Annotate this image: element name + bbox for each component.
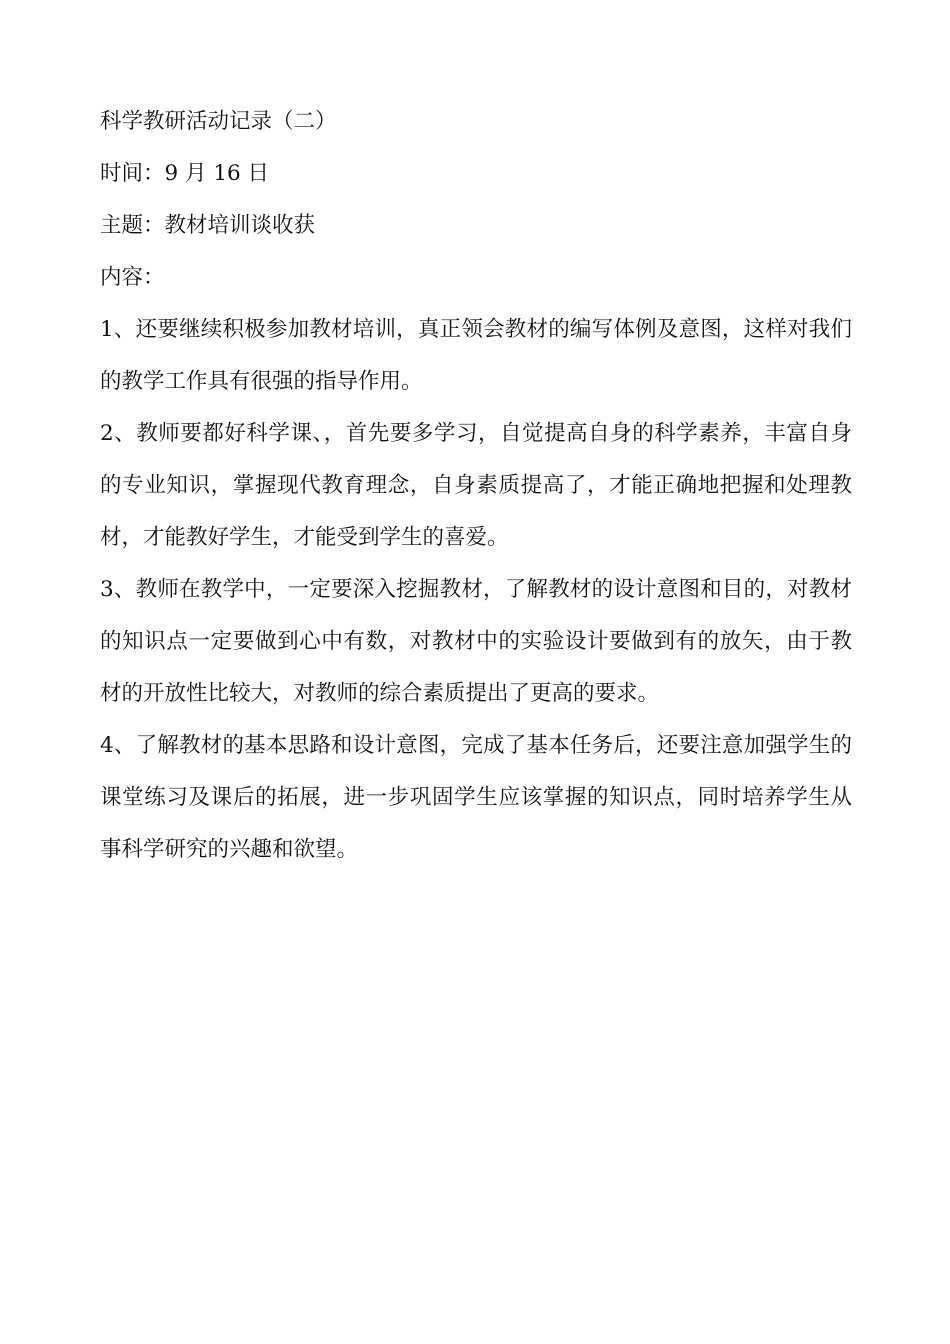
item-text: 了解教材的基本思路和设计意图，完成了基本任务后，还要注意加强学生的课堂练习及课后的拓展，进一步巩固学生应该掌握的知识点，同时培养学生从事科学研究的兴趣和欲望。	[100, 733, 852, 862]
document-page	[100, 96, 852, 876]
item-number: 1、	[100, 317, 136, 342]
item-text: 还要继续积极参加教材培训，真正领会教材的编写体例及意图，这样对我们的教学工作具有很强的指导作用。	[100, 317, 852, 394]
item-number: 2、	[100, 421, 137, 446]
item-number: 4、	[100, 733, 136, 758]
item-text: 教师在教学中，一定要深入挖掘教材，了解教材的设计意图和目的，对教材的知识点一定要做到心中有数，对教材中的实验设计要做到有的放矢，由于教材的开放性比较大，对教师的综合素质提出了更高的要求。	[100, 577, 852, 706]
meeting-topic: 主题：教材培训谈收获	[100, 213, 316, 238]
document-title: 科学教研活动记录（二）	[100, 109, 337, 134]
item-number: 3、	[100, 577, 136, 602]
item-text: 教师要都好科学课、，首先要多学习，自觉提高自身的科学素养，丰富自身的专业知识，掌握现代教育理念，自身素质提高了，才能正确地把握和处理教材，才能教好学生，才能受到学生的喜爱。	[100, 421, 852, 550]
content-item-3	[100, 564, 852, 720]
meeting-time: 时间：9 月 16 日	[100, 161, 270, 186]
content-item-2	[100, 408, 852, 564]
content-item-1	[100, 304, 852, 408]
content-label: 内容：	[100, 265, 165, 290]
content-item-4	[100, 720, 852, 876]
